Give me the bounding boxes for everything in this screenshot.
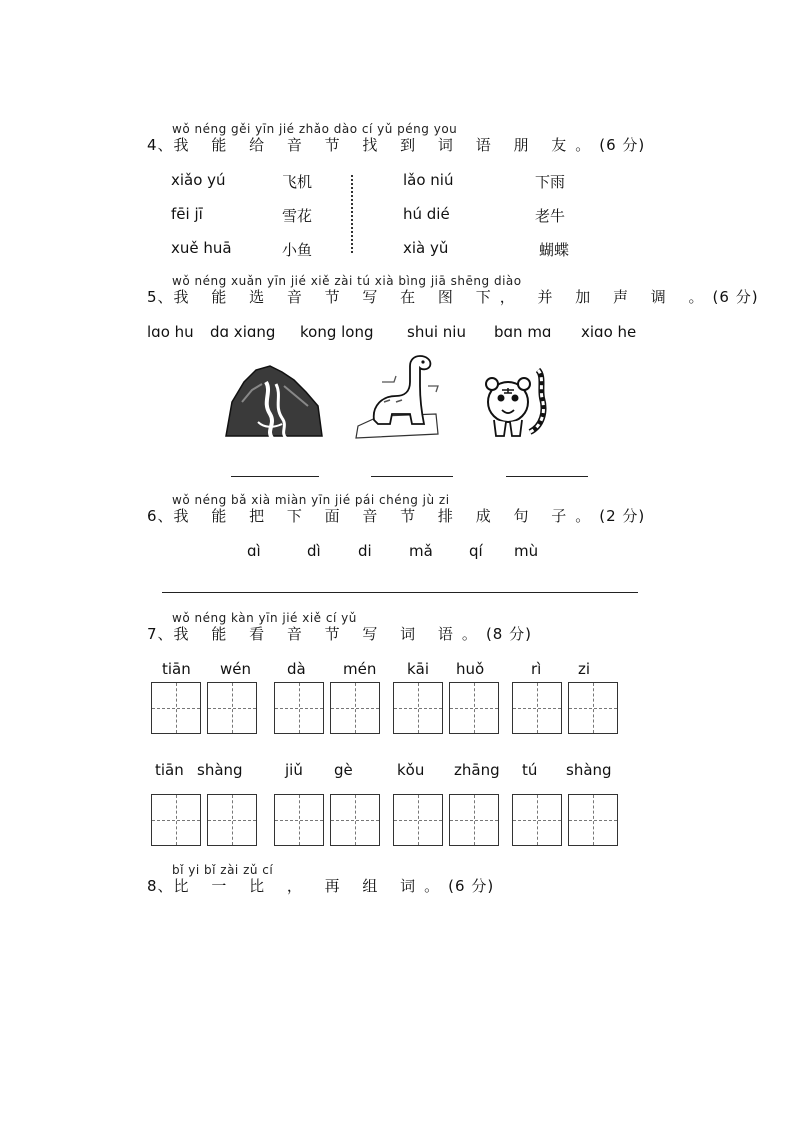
q5-title bbox=[147, 286, 759, 307]
q7-row2-box-8[interactable] bbox=[568, 794, 618, 846]
q8-text: 比 一 比 ， 再 组 词。 bbox=[173, 877, 449, 895]
q4-pinyin: wǒ néng gěi yīn jié zhǎo dào cí yǔ péng you bbox=[172, 122, 458, 136]
q5-answer-blank-1[interactable] bbox=[231, 476, 319, 477]
q7-row1-pinyin-2: wén bbox=[220, 660, 252, 678]
q4-right-pinyin-2: hú dié bbox=[403, 205, 450, 223]
q6-syllable-5: qí bbox=[469, 542, 483, 560]
q7-row1-pinyin-5: kāi bbox=[407, 660, 430, 678]
q5-option-4: shui niu bbox=[407, 323, 466, 341]
q7-row2-pinyin-1: tiān bbox=[155, 761, 184, 779]
q5-score: (6 分) bbox=[712, 288, 759, 306]
q4-left-pinyin-3: xuě huā bbox=[171, 239, 232, 257]
q6-title bbox=[147, 505, 645, 526]
q7-row2-pinyin-7: tú bbox=[522, 761, 538, 779]
q7-row1-box-1[interactable] bbox=[151, 682, 201, 734]
q4-left-word-3: 小鱼 bbox=[282, 241, 313, 259]
q6-answer-line[interactable] bbox=[162, 592, 638, 593]
q7-row1-box-3[interactable] bbox=[274, 682, 324, 734]
q7-row2-pinyin-5: kǒu bbox=[397, 761, 425, 779]
q6-syllable-2: dì bbox=[307, 542, 321, 560]
q4-left-word-2: 雪花 bbox=[282, 207, 313, 225]
q4-title bbox=[147, 134, 645, 155]
q4-dotted-divider bbox=[351, 175, 353, 253]
q7-row2-pinyin-3: jiǔ bbox=[285, 761, 303, 779]
q7-pinyin: wǒ néng kàn yīn jié xiě cí yǔ bbox=[172, 611, 357, 625]
mountain-waterfall-picture bbox=[222, 362, 326, 442]
q4-right-pinyin-3: xià yǔ bbox=[403, 239, 449, 257]
q5-option-1: lɑo hu bbox=[147, 323, 194, 341]
q6-syllable-6: mù bbox=[514, 542, 539, 560]
q8-pinyin: bǐ yi bǐ zài zǔ cí bbox=[172, 863, 274, 877]
q7-row2-box-6[interactable] bbox=[449, 794, 499, 846]
q5-answer-blank-2[interactable] bbox=[371, 476, 453, 477]
q7-row1-pinyin-6: huǒ bbox=[456, 660, 485, 678]
q6-syllable-1: ɑì bbox=[247, 542, 261, 560]
q5-option-2: dɑ xiɑng bbox=[210, 323, 276, 341]
q7-text: 我 能 看 音 节 写 词 语。 bbox=[173, 625, 486, 643]
q7-row2-pinyin-8: shàng bbox=[566, 761, 612, 779]
q6-syllable-3: di bbox=[358, 542, 372, 560]
q7-row1-pinyin-4: mén bbox=[343, 660, 377, 678]
q7-score: (8 分) bbox=[485, 625, 532, 643]
q6-text: 我 能 把 下 面 音 节 排 成 句 子。 bbox=[173, 507, 600, 525]
q7-number: 7、 bbox=[147, 625, 174, 643]
q7-row1-box-5[interactable] bbox=[393, 682, 443, 734]
q6-number: 6、 bbox=[147, 507, 174, 525]
q4-right-word-3: 蝴蝶 bbox=[539, 241, 570, 259]
q7-row2-box-2[interactable] bbox=[207, 794, 257, 846]
q4-number: 4、 bbox=[147, 136, 174, 154]
q5-option-3: kong long bbox=[300, 323, 374, 341]
q5-pinyin: wǒ néng xuǎn yīn jié xiě zài tú xià bìng jiā shēng diào bbox=[172, 274, 522, 288]
q4-left-word-1: 飞机 bbox=[282, 173, 313, 191]
q4-left-pinyin-2: fēi jī bbox=[171, 205, 203, 223]
q4-right-word-1: 下雨 bbox=[535, 173, 566, 191]
q7-row2-pinyin-6: zhāng bbox=[454, 761, 500, 779]
q4-left-pinyin-1: xiǎo yú bbox=[171, 171, 226, 189]
q7-row2-box-7[interactable] bbox=[512, 794, 562, 846]
q7-row1-box-6[interactable] bbox=[449, 682, 499, 734]
q7-row1-pinyin-3: dà bbox=[287, 660, 306, 678]
q4-right-pinyin-1: lǎo niú bbox=[403, 171, 454, 189]
q7-row1-pinyin-7: rì bbox=[531, 660, 542, 678]
dinosaur-picture bbox=[352, 352, 442, 442]
q4-score: (6 分) bbox=[599, 136, 646, 154]
q6-pinyin: wǒ néng bǎ xià miàn yīn jié pái chéng jù zi bbox=[172, 493, 450, 507]
q7-row1-pinyin-1: tiān bbox=[162, 660, 191, 678]
q7-row1-box-4[interactable] bbox=[330, 682, 380, 734]
q5-number: 5、 bbox=[147, 288, 174, 306]
q7-row1-pinyin-8: zi bbox=[578, 660, 591, 678]
q7-row2-pinyin-4: gè bbox=[334, 761, 353, 779]
tiger-picture bbox=[480, 362, 552, 442]
q5-option-5: bɑn mɑ bbox=[494, 323, 552, 341]
q7-row1-box-7[interactable] bbox=[512, 682, 562, 734]
q7-row2-box-5[interactable] bbox=[393, 794, 443, 846]
q8-number: 8、 bbox=[147, 877, 174, 895]
q7-row1-box-2[interactable] bbox=[207, 682, 257, 734]
q6-syllable-4: mǎ bbox=[409, 542, 433, 560]
q7-row2-box-1[interactable] bbox=[151, 794, 201, 846]
q5-text: 我 能 选 音 节 写 在 图 下， 并 加 声 调 。 bbox=[173, 288, 713, 306]
q7-title bbox=[147, 623, 532, 644]
q7-row2-pinyin-2: shàng bbox=[197, 761, 243, 779]
q4-text: 我 能 给 音 节 找 到 词 语 朋 友。 bbox=[173, 136, 600, 154]
q8-score: (6 分) bbox=[448, 877, 495, 895]
q7-row2-box-4[interactable] bbox=[330, 794, 380, 846]
q8-title bbox=[147, 875, 494, 896]
q4-right-word-2: 老牛 bbox=[535, 207, 566, 225]
q7-row1-box-8[interactable] bbox=[568, 682, 618, 734]
q5-option-6: xiɑo he bbox=[581, 323, 637, 341]
q6-score: (2 分) bbox=[599, 507, 646, 525]
q7-row2-box-3[interactable] bbox=[274, 794, 324, 846]
q5-answer-blank-3[interactable] bbox=[506, 476, 588, 477]
